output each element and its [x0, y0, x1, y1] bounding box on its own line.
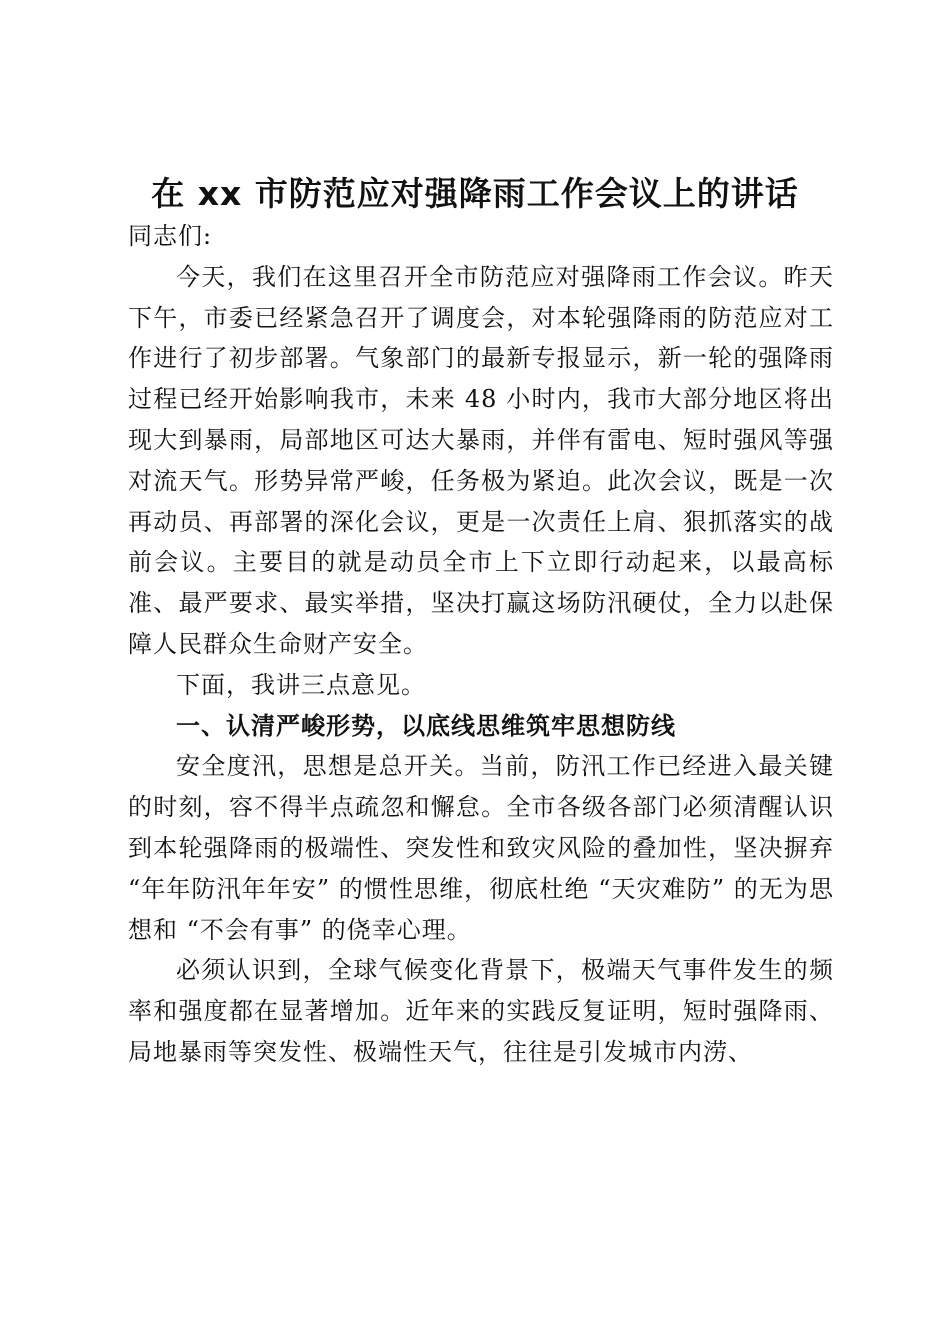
paragraph-section-2: 必须认识到，全球气候变化背景下，极端天气事件发生的频率和强度都在显著增加。近年来的实践反复证明，短时强降雨、局地暴雨等突发性、极端性天气，往往是引发城市内涝、 [128, 956, 834, 1066]
salutation: 同志们: [128, 222, 213, 250]
section-heading: 一、认清严峻形势，以底线思维筑牢思想防线 [176, 711, 676, 740]
paragraph-outline: 下面，我讲三点意见。 [176, 670, 426, 699]
document-body [128, 216, 834, 1073]
paragraph-intro: 今天，我们在这里召开全市防范应对强降雨工作会议。昨天下午，市委已经紧急召开了调度会，对本轮强降雨的防范应对工作进行了初步部署。气象部门的最新专报显示，新一轮的强降雨过程已经开始影响我市，未来 48 小时内，我市大部分地区将出现大到暴雨，局部地区可达大暴雨，并伴有雷电、短时强风等强对流天气。形势异常严峻，任务极为紧迫。此次会议，既是一次再动员、再部署的深化会议，更是一次责任上肩、狠抓落实的战前会议。主要目的就是动员全市上下立即行动起来，以最高标准、最严要求、最实举措，坚决打赢这场防汛硬仗，全力以赴保障人民群众生命财产安全。 [128, 262, 834, 658]
document-title: 在 xx 市防范应对强降雨工作会议上的讲话 [151, 174, 799, 213]
paragraph-section-1: 安全度汛，思想是总开关。当前，防汛工作已经进入最关键的时刻，容不得半点疏忽和懈怠。全市各级各部门必须清醒认识到本轮强降雨的极端性、突发性和致灾风险的叠加性，坚决摒弃 “年年防汛年年安” 的惯性思维，彻底杜绝 “天灾难防” 的无为思想和 “不会有事” 的侥幸心理。 [128, 752, 834, 944]
